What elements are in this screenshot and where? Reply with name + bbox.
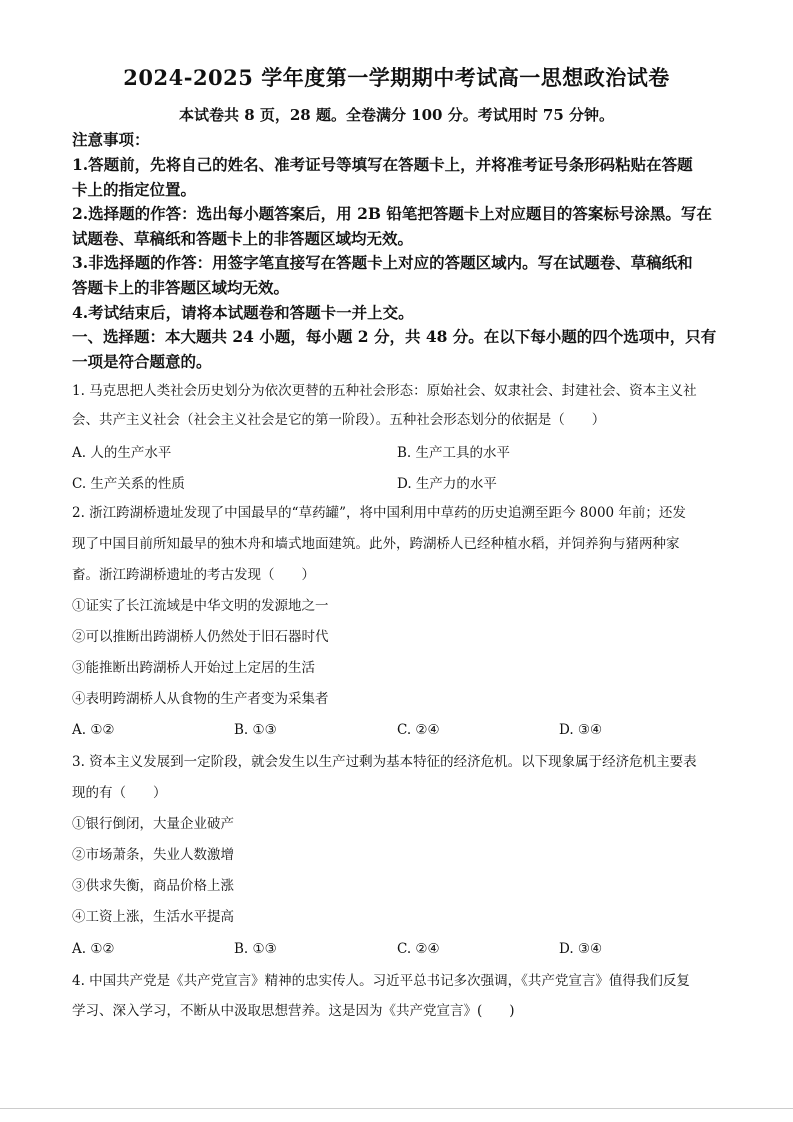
q2-option-d: D. ③④ [559,722,603,738]
question-3-item: ④工资上涨，生活水平提高 [72,909,234,925]
q1-option-d: D. 生产力的水平 [397,476,497,492]
question-2-text: 畜。浙江跨湖桥遗址的考古发现（ ） [72,567,315,583]
page-bottom-divider [0,1108,793,1109]
question-2-item: ③能推断出跨湖桥人开始过上定居的生活 [72,660,315,676]
question-2-item: ②可以推断出跨湖桥人仍然处于旧石器时代 [72,629,329,645]
notice-line: 试题卷、草稿纸和答题卡上的非答题区域均无效。 [72,229,414,248]
question-4-text: 学习、深入学习，不断从中汲取思想营养。这是因为《共产党宣言》( ) [72,1003,515,1019]
notice-line: 答题卡上的非答题区域均无效。 [72,278,290,297]
notice-line: 1.答题前，先将自己的姓名、准考证号等填写在答题卡上，并将准考证号条形码粘贴在答题 [72,155,693,174]
q3-option-c: C. ②④ [397,941,440,957]
q2-option-c: C. ②④ [397,722,440,738]
notice-line: 3.非选择题的作答：用签字笔直接写在答题卡上对应的答题区域内。写在试题卷、草稿纸和 [72,253,693,272]
q3-option-b: B. ①③ [234,941,277,957]
q1-option-c: C. 生产关系的性质 [72,476,185,492]
q3-option-d: D. ③④ [559,941,603,957]
q1-option-b: B. 生产工具的水平 [397,445,511,461]
question-2-text: 现了中国目前所知最早的独木舟和墙式地面建筑。此外，跨湖桥人已经种植水稻，并饲养狗与猪两种家 [72,536,680,552]
notice-line: 卡上的指定位置。 [72,180,197,199]
question-2-item: ①证实了长江流域是中华文明的发源地之一 [72,598,329,614]
question-3-item: ①银行倒闭，大量企业破产 [72,816,234,832]
question-4-text: 4. 中国共产党是《共产党宣言》精神的忠实传人。习近平总书记多次强调，《共产党宣言》值得我们反复 [72,973,690,989]
question-2-item: ④表明跨湖桥人从食物的生产者变为采集者 [72,691,329,707]
question-3-text: 现的有（ ） [72,785,167,801]
notice-line: 2.选择题的作答：选出每小题答案后，用 2B 铅笔把答题卡上对应题目的答案标号涂黑。写在 [72,204,712,223]
question-2-text: 2. 浙江跨湖桥遗址发现了中国最早的“草药罐”，将中国利用中草药的历史追溯至距今 8000 年前；还发 [72,505,686,521]
section-heading: 一、选择题：本大题共 24 小题，每小题 2 分，共 48 分。在以下每小题的四个选项中，只有 [72,327,717,346]
question-3-text: 3. 资本主义发展到一定阶段，就会发生以生产过剩为基本特征的经济危机。以下现象属于经济危机主要表 [72,754,697,770]
q3-option-a: A. ①② [72,941,115,957]
q2-option-a: A. ①② [72,722,115,738]
q1-option-a: A. 人的生产水平 [72,445,172,461]
question-1-text: 会、共产主义社会（社会主义社会是它的第一阶段）。五种社会形态划分的依据是（ ） [72,412,606,428]
notice-heading: 注意事项： [72,130,150,149]
section-heading: 一项是符合题意的。 [72,352,212,371]
q2-option-b: B. ①③ [234,722,277,738]
exam-info: 本试卷共 8 页，28 题。全卷满分 100 分。考试用时 75 分钟。 [178,106,615,124]
question-3-item: ③供求失衡，商品价格上涨 [72,878,234,894]
notice-line: 4.考试结束后，请将本试题卷和答题卡一并上交。 [72,303,414,322]
page-title: 2024-2025 学年度第一学期期中考试高一思想政治试卷 [123,65,670,90]
question-1-text: 1. 马克思把人类社会历史划分为依次更替的五种社会形态：原始社会、奴隶社会、封建社会、资本主义社 [72,383,697,399]
question-3-item: ②市场萧条，失业人数激增 [72,847,234,863]
